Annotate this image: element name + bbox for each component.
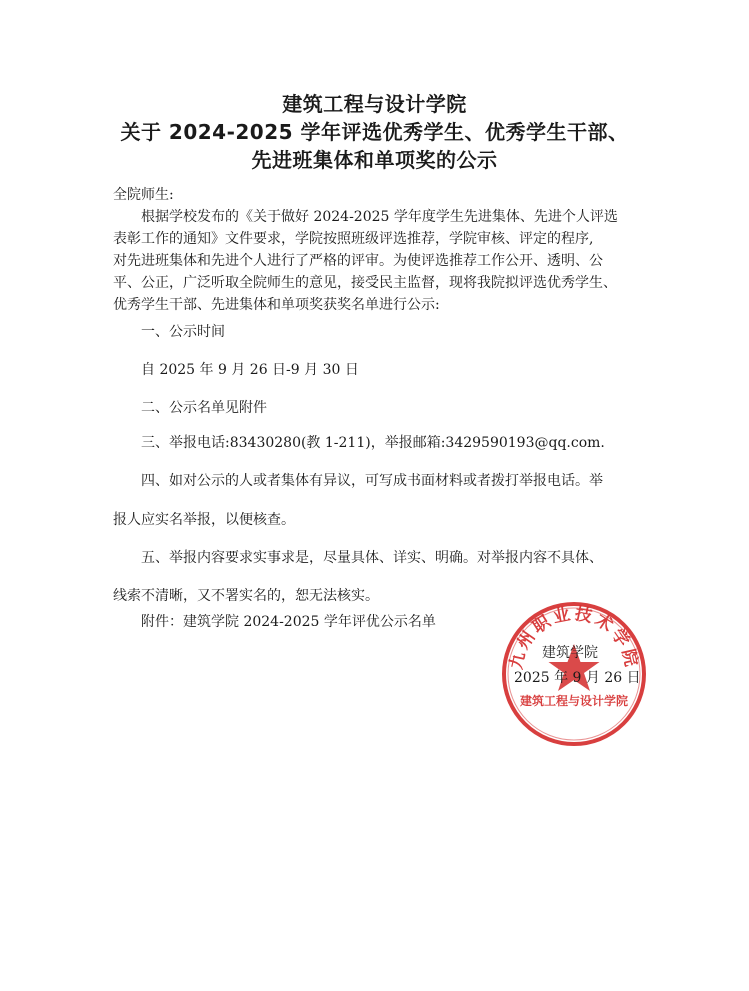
signature-date: 2025 年 9 月 26 日 (514, 670, 641, 686)
item-report-requirements-cont: 线索不清晰，又不署实名的，恕无法核实。 (113, 588, 379, 604)
item-publicity-time: 一、公示时间 (141, 324, 225, 340)
attachment-note: 附件：建筑学院 2024-2025 学年评优公示名单 (141, 614, 436, 630)
signature-org: 建筑学院 (542, 645, 598, 661)
item-publicity-dates: 自 2025 年 9 月 26 日-9 月 30 日 (141, 362, 359, 378)
title-announcement-cont: 先进班集体和单项奖的公示 (251, 148, 498, 172)
intro-line: 表彰工作的通知》文件要求，学院按照班级评选推荐，学院审核、评定的程序, (113, 231, 594, 247)
item-report-contact: 三、举报电话:83430280(教 1-211)，举报邮箱:3429590193@qq.com. (141, 435, 605, 451)
title-college: 建筑工程与设计学院 (282, 92, 467, 116)
intro-line: 根据学校发布的《关于做好 2024-2025 学年度学生先进集体、先进个人评选 (141, 209, 618, 225)
title-announcement: 关于 2024-2025 学年评选优秀学生、优秀学生干部、 (120, 120, 629, 144)
item-report-requirements: 五、举报内容要求实事求是，尽量具体、详实、明确。对举报内容不具体、 (141, 550, 603, 566)
seal-outer-text: 九州职业技术学院 (506, 604, 642, 672)
item-list-attachment: 二、公示名单见附件 (141, 400, 267, 416)
item-objection-cont: 报人应实名举报，以便核查。 (113, 512, 295, 528)
intro-paragraph (113, 206, 638, 316)
intro-line: 平、公正，广泛听取全院师生的意见，接受民主监督，现将我院拟评选优秀学生、 (113, 275, 617, 291)
salutation: 全院师生: (113, 187, 174, 203)
item-objection: 四、如对公示的人或者集体有异议，可写成书面材料或者拨打举报电话。举 (141, 473, 603, 489)
intro-line: 对先进班集体和先进个人进行了严格的评审。为使评选推荐工作公开、透明、公 (113, 253, 603, 269)
seal-inner-text: 建筑工程与设计学院 (519, 694, 629, 708)
intro-line: 优秀学生干部、先进集体和单项奖获奖名单进行公示: (113, 297, 440, 313)
